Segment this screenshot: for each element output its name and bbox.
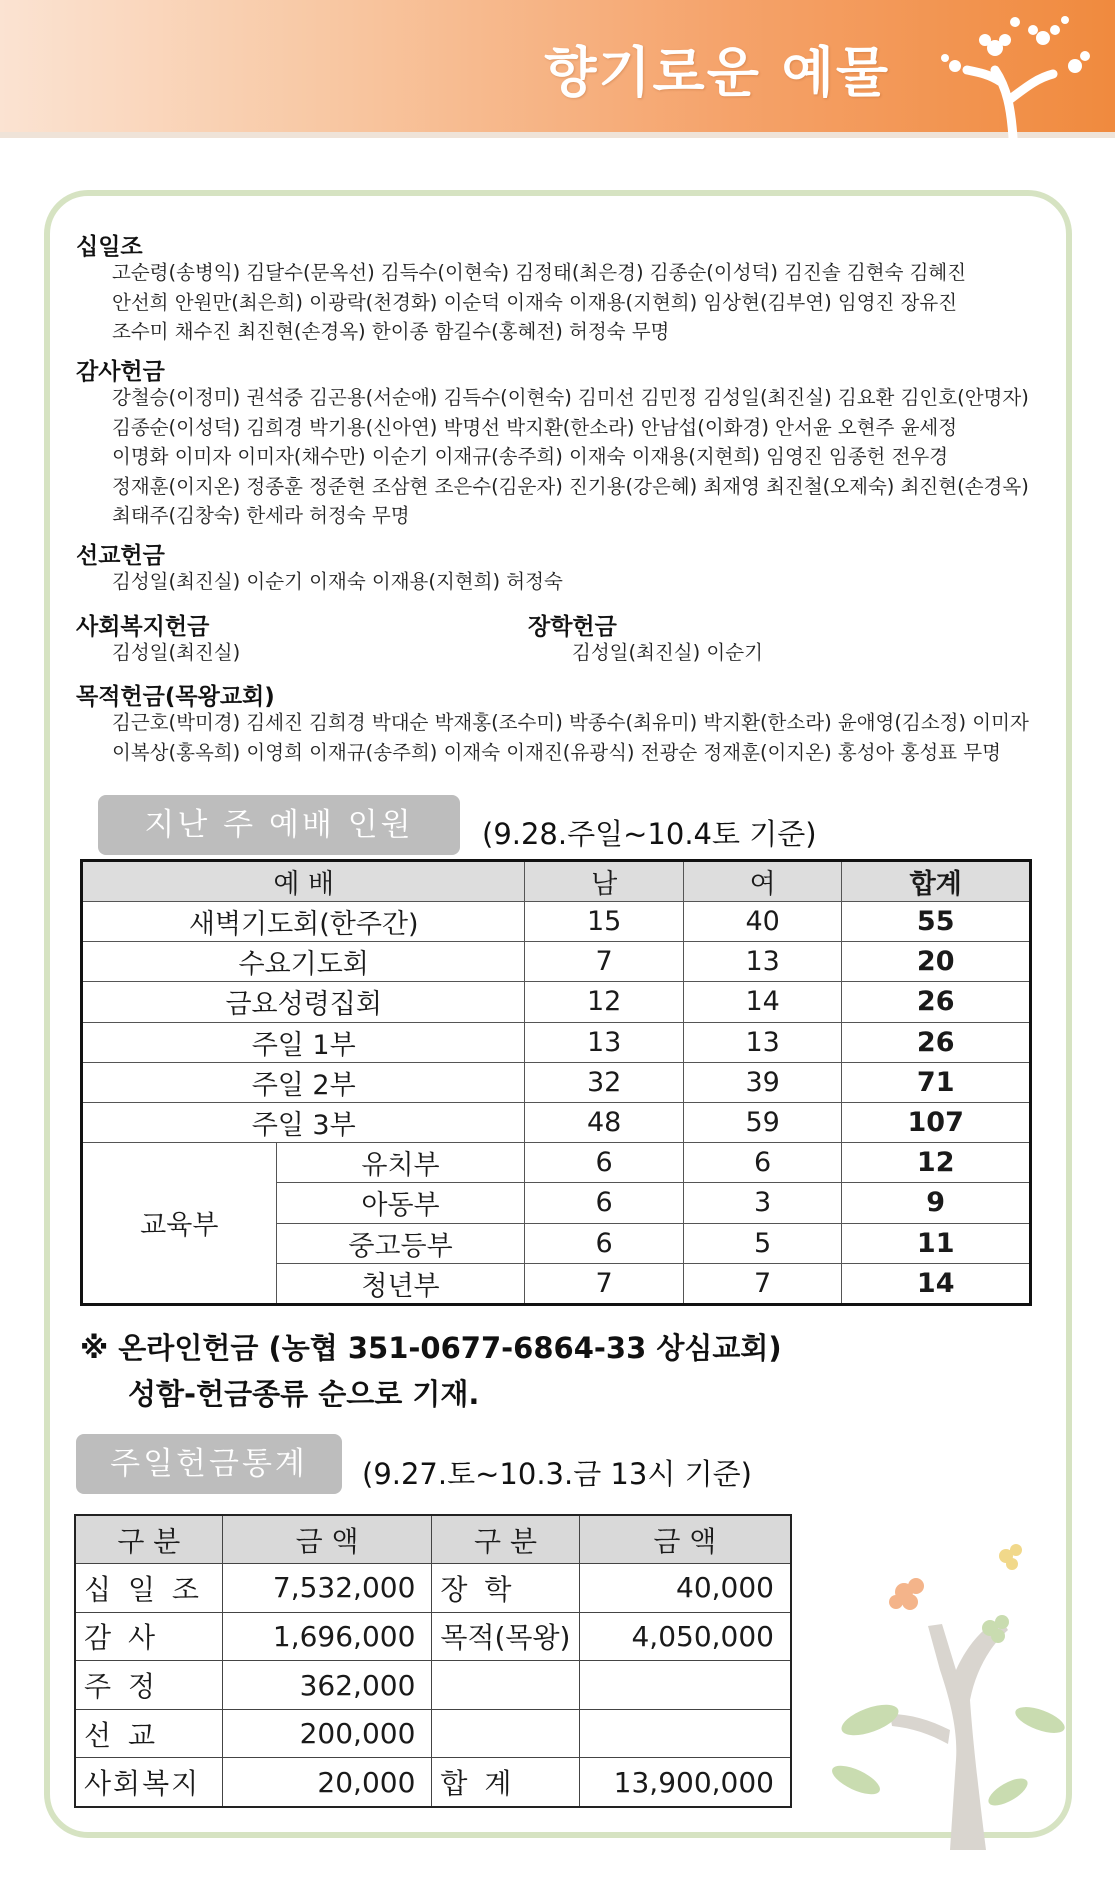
male-count: 7 (525, 1263, 684, 1304)
offering-amount: 40,000 (579, 1564, 791, 1613)
offering-amount (579, 1709, 791, 1758)
table-row (75, 1709, 791, 1758)
offering-category (432, 1709, 579, 1758)
male-count: 12 (525, 982, 684, 1022)
service-name: 수요기도회 (82, 942, 525, 982)
list-item: 이명화 이미자 이미자(채수만) 이순기 이재규(송주희) 이재숙 이재용(지현희) 임영진 임종헌 전우경 (112, 445, 949, 468)
list-item: 김성일(최진실) 이순기 이재숙 이재용(지현희) 허정숙 (112, 570, 563, 593)
list-item: 김근호(박미경) 김세진 김희경 박대순 박재홍(조수미) 박종수(최유미) 박지환(한소라) 윤애영(김소정) 이미자 (112, 711, 1029, 734)
attendance-period: (9.28.주일~10.4토 기준) (482, 817, 817, 851)
offering-amount: 362,000 (222, 1661, 432, 1710)
table-row (75, 1758, 791, 1807)
list-item: 안선희 안원만(최은희) 이광락(천경화) 이순덕 이재숙 이재용(지현희) 임상현(김부연) 임영진 장유진 (112, 290, 958, 314)
female-count: 7 (683, 1263, 842, 1304)
tree-illustration-icon (800, 1530, 1070, 1850)
table-row (82, 942, 1031, 982)
table-header: 합계 (842, 861, 1031, 902)
offering-period: (9.27.토~10.3.금 13시 기준) (362, 1457, 752, 1491)
tithe-names (112, 258, 966, 347)
welfare-names (112, 638, 240, 668)
section-title-mission: 선교헌금 (76, 543, 165, 569)
mission-names (112, 567, 563, 597)
table-header: 금 액 (222, 1515, 432, 1564)
table-row (82, 1143, 1031, 1183)
male-count: 48 (525, 1102, 684, 1142)
list-item: 최태주(김창숙) 한세라 허정숙 무명 (112, 504, 410, 527)
female-count: 13 (683, 1022, 842, 1062)
service-name: 새벽기도회(한주간) (82, 902, 525, 942)
offering-amount: 7,532,000 (222, 1564, 432, 1613)
table-row (82, 1102, 1031, 1142)
section-title-tithe: 십일조 (76, 234, 143, 260)
section-title-purpose: 목적헌금(목왕교회) (76, 684, 275, 710)
male-count: 32 (525, 1062, 684, 1102)
total-count: 107 (842, 1102, 1031, 1142)
table-header: 금 액 (579, 1515, 791, 1564)
male-count: 6 (525, 1223, 684, 1263)
list-item: 강철승(이정미) 권석중 김곤용(서순애) 김득수(이현숙) 김미선 김민정 김성일(최진실) 김요환 김인호(안명자) (112, 386, 1029, 409)
offering-category: 목적(목왕) (432, 1612, 579, 1661)
table-row (82, 902, 1031, 942)
offering-category: 사회복지 (75, 1758, 222, 1807)
female-count: 40 (683, 902, 842, 942)
offering-category: 장 학 (432, 1564, 579, 1613)
list-item: 김성일(최진실) 이순기 (572, 641, 763, 664)
offering-amount: 200,000 (222, 1709, 432, 1758)
table-header: 구 분 (432, 1515, 579, 1564)
offering-amount (579, 1661, 791, 1710)
section-title-thanks: 감사헌금 (76, 359, 165, 385)
list-item: 이복상(홍옥희) 이영희 이재규(송주희) 이재숙 이재진(유광식) 전광순 정재훈(이지온) 홍성아 홍성표 무명 (112, 740, 1001, 764)
total-count: 71 (842, 1062, 1031, 1102)
female-count: 3 (683, 1183, 842, 1223)
service-name: 청년부 (276, 1263, 525, 1304)
total-count: 26 (842, 982, 1031, 1022)
total-count: 11 (842, 1223, 1031, 1263)
table-row (82, 1022, 1031, 1062)
male-count: 6 (525, 1183, 684, 1223)
offering-category: 합 계 (432, 1758, 579, 1807)
female-count: 13 (683, 942, 842, 982)
offering-amount: 1,696,000 (222, 1612, 432, 1661)
table-header: 구 분 (75, 1515, 222, 1564)
scholarship-names (572, 638, 763, 668)
list-item: 김성일(최진실) (112, 641, 241, 664)
table-header-row (82, 861, 1031, 902)
offering-category: 감 사 (75, 1612, 222, 1661)
male-count: 13 (525, 1022, 684, 1062)
female-count: 6 (683, 1143, 842, 1183)
male-count: 7 (525, 942, 684, 982)
total-count: 12 (842, 1143, 1031, 1183)
total-count: 9 (842, 1183, 1031, 1223)
service-name: 금요성령집회 (82, 982, 525, 1022)
service-name: 주일 3부 (82, 1102, 525, 1142)
service-name: 주일 1부 (82, 1022, 525, 1062)
total-count: 26 (842, 1022, 1031, 1062)
thanks-names (112, 383, 1029, 531)
edu-group-label: 교육부 (82, 1143, 277, 1305)
page-title: 향기로운 예물 (544, 41, 890, 104)
purpose-names (112, 708, 1029, 767)
notice-line: 성함-헌금종류 순으로 기재. (128, 1377, 480, 1411)
table-row (82, 982, 1031, 1022)
list-item: 조수미 채수진 최진현(손경옥) 한이종 함길수(홍혜전) 허정숙 무명 (112, 320, 670, 343)
offering-amount: 4,050,000 (579, 1612, 791, 1661)
offering-category: 주 정 (75, 1661, 222, 1710)
female-count: 14 (683, 982, 842, 1022)
female-count: 59 (683, 1102, 842, 1142)
list-item: 정재훈(이지온) 정종훈 정준현 조삼현 조은수(김운자) 진기용(강은혜) 최재영 최진철(오제숙) 최진현(손경옥) (112, 474, 1029, 498)
table-header: 예 배 (82, 861, 525, 902)
list-item: 김종순(이성덕) 김희경 박기용(신아연) 박명선 박지환(한소라) 안남섭(이화경) 안서윤 오현주 윤세정 (112, 415, 958, 439)
service-name: 주일 2부 (82, 1062, 525, 1102)
service-name: 아동부 (276, 1183, 525, 1223)
section-title-welfare: 사회복지헌금 (76, 614, 210, 640)
section-title-scholarship: 장학헌금 (528, 614, 617, 640)
online-offering-notice (80, 1325, 782, 1417)
attendance-title-badge: 지난 주 예배 인원 (98, 795, 460, 855)
list-item: 고순령(송병익) 김달수(문옥선) 김득수(이현숙) 김정태(최은경) 김종순(이성덕) 김진솔 김현숙 김혜진 (112, 261, 967, 284)
total-count: 55 (842, 902, 1031, 942)
offering-category: 선 교 (75, 1709, 222, 1758)
table-header: 여 (683, 861, 842, 902)
table-row (75, 1564, 791, 1613)
table-row (75, 1612, 791, 1661)
attendance-table (80, 859, 1032, 1306)
notice-line: ※ 온라인헌금 (농협 351-0677-6864-33 상심교회) (80, 1331, 782, 1365)
table-header: 남 (525, 861, 684, 902)
table-header-row (75, 1515, 791, 1564)
total-count: 14 (842, 1263, 1031, 1304)
total-count: 20 (842, 942, 1031, 982)
offering-category: 십 일 조 (75, 1564, 222, 1613)
offering-category (432, 1661, 579, 1710)
offering-table (74, 1514, 792, 1808)
male-count: 6 (525, 1143, 684, 1183)
male-count: 15 (525, 902, 684, 942)
table-row (82, 1062, 1031, 1102)
offering-amount: 20,000 (222, 1758, 432, 1807)
tree-decoration-icon (915, 8, 1095, 138)
service-name: 유치부 (276, 1143, 525, 1183)
table-row (75, 1661, 791, 1710)
offering-title-badge: 주일헌금통계 (76, 1434, 342, 1494)
offering-amount: 13,900,000 (579, 1758, 791, 1807)
female-count: 5 (683, 1223, 842, 1263)
female-count: 39 (683, 1062, 842, 1102)
service-name: 중고등부 (276, 1223, 525, 1263)
